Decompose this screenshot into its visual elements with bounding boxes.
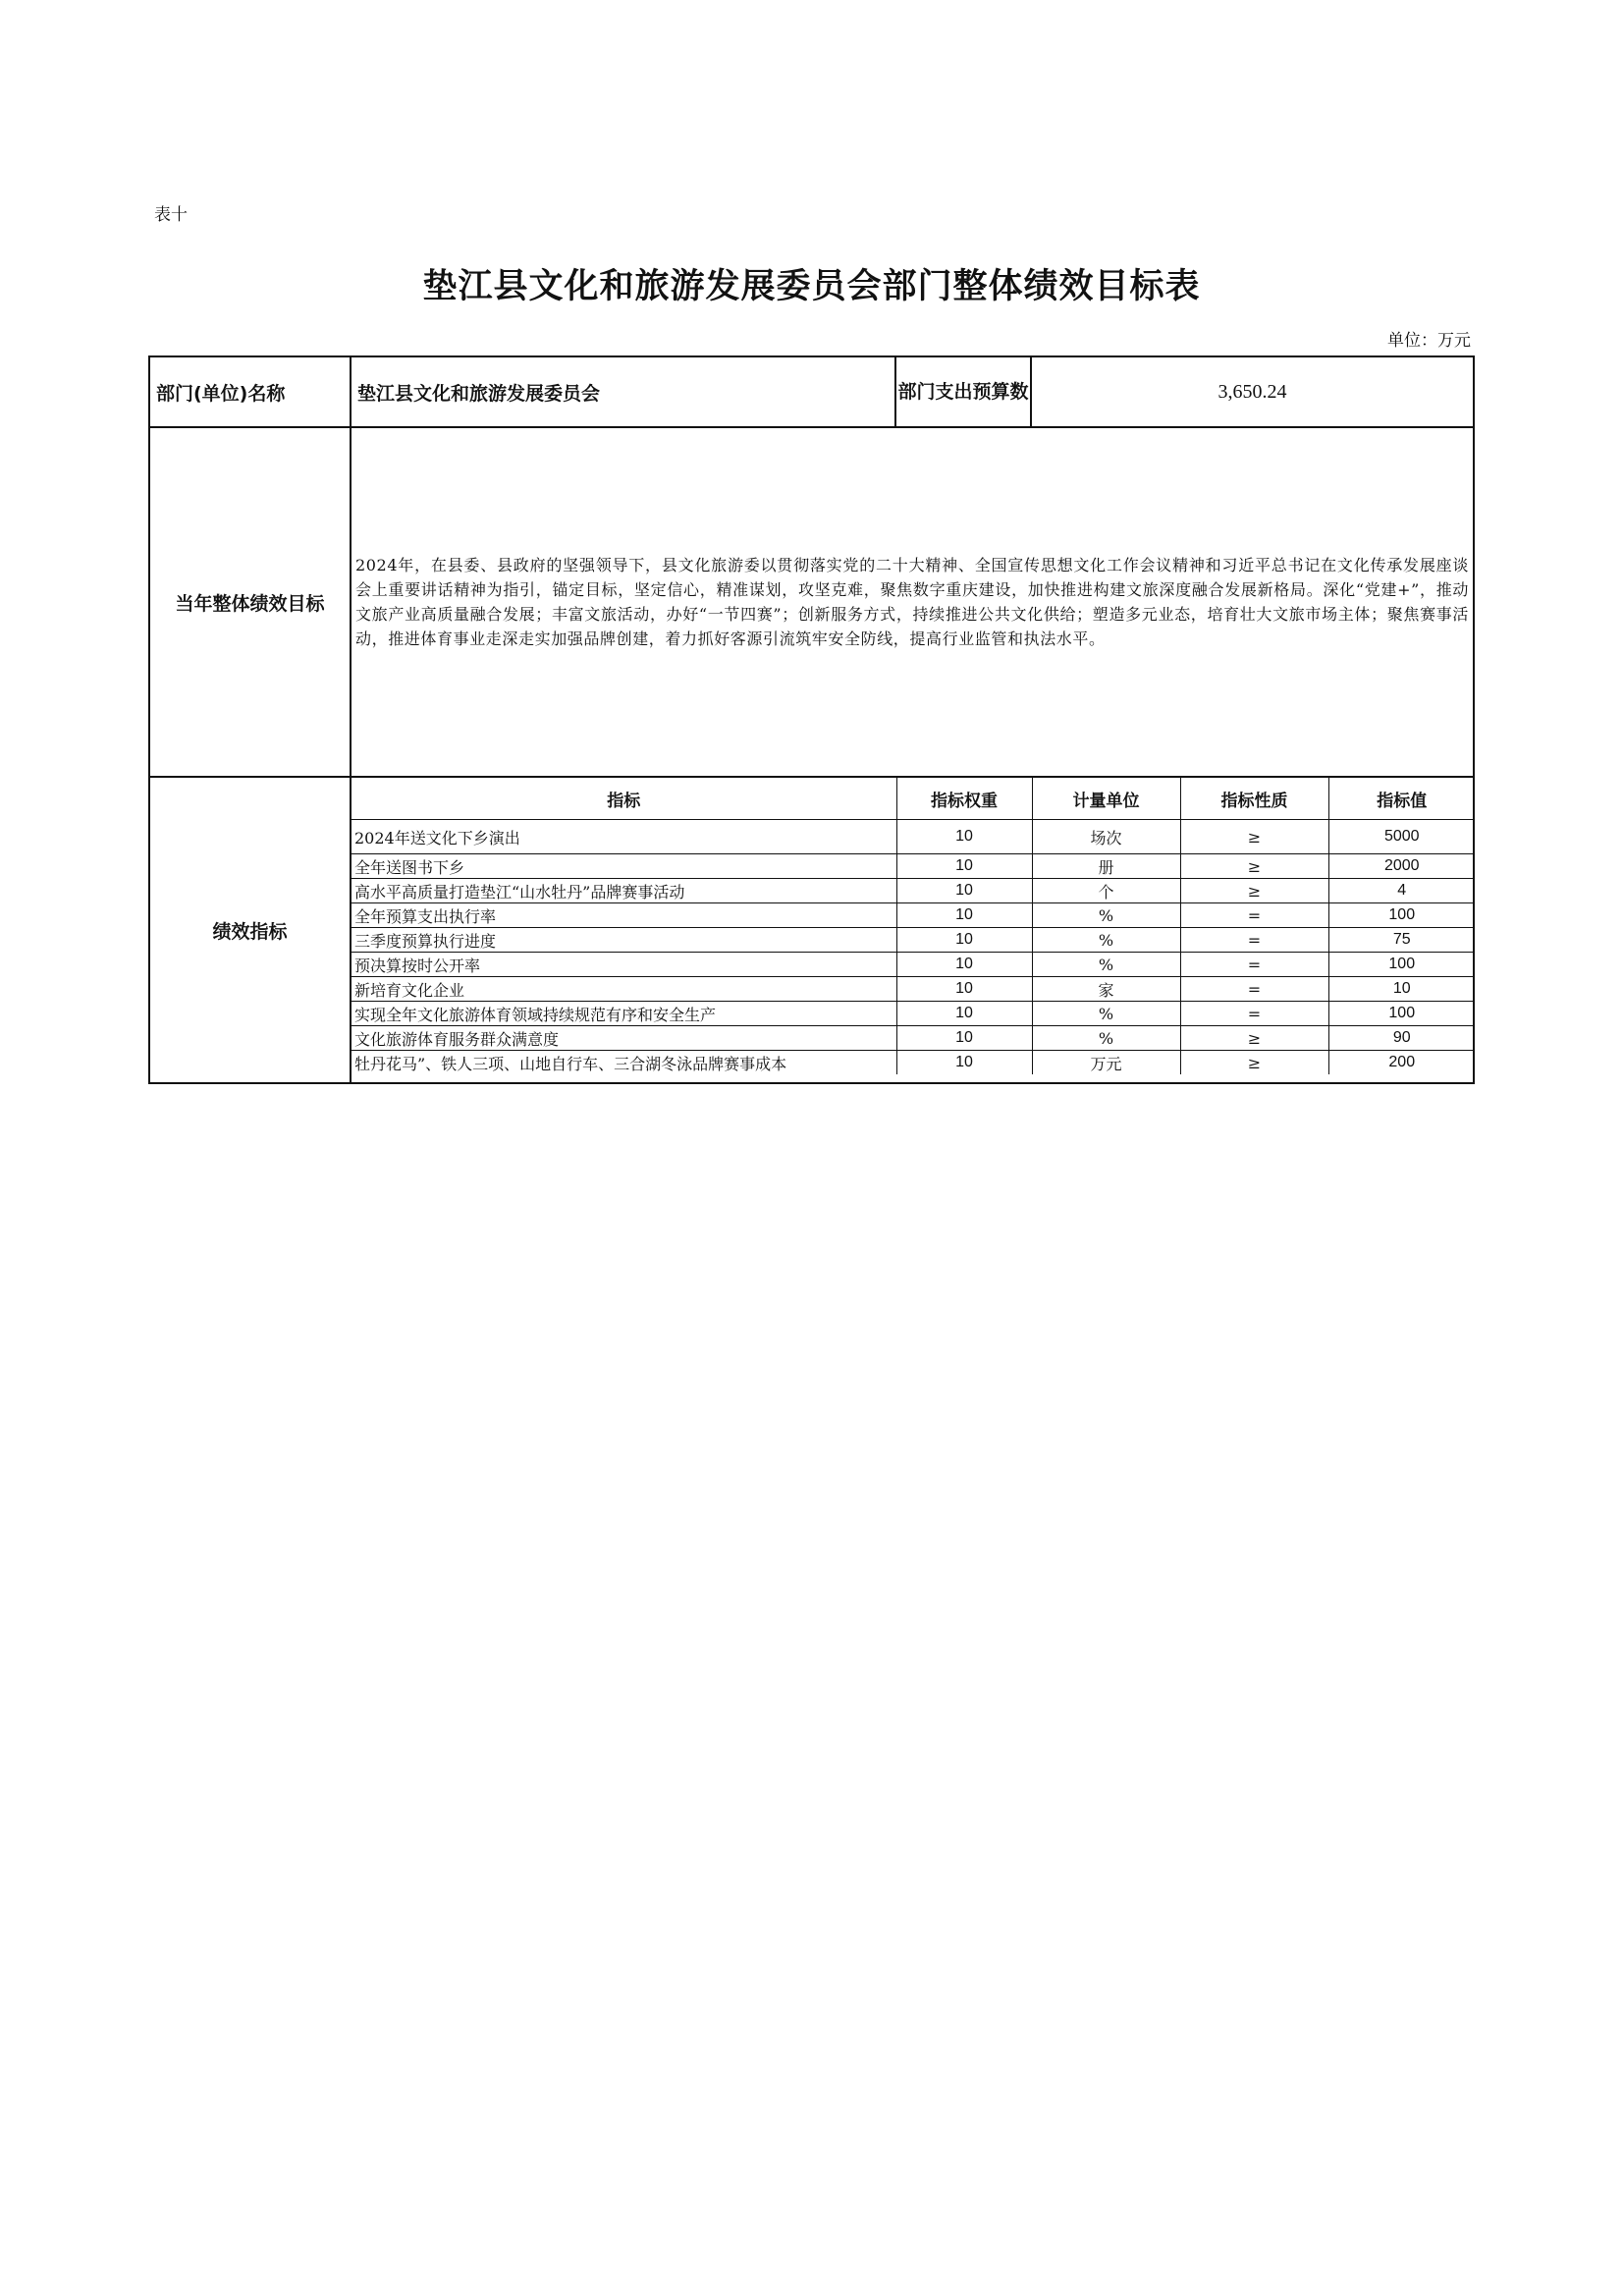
indicator-weight: 10	[896, 879, 1032, 903]
indicator-unit: 万元	[1032, 1051, 1180, 1075]
indicator-name: 新培育文化企业	[352, 977, 896, 1002]
indicator-row	[352, 1002, 1475, 1026]
indicator-unit: %	[1032, 1002, 1180, 1026]
indicator-nature: =	[1180, 928, 1328, 953]
budget-label: 部门支出预算数	[895, 356, 1031, 427]
indicator-header-row	[352, 778, 1475, 820]
indicator-row	[352, 977, 1475, 1002]
indicator-value: 200	[1328, 1051, 1475, 1075]
indicator-weight: 10	[896, 1002, 1032, 1026]
indicator-nature: ≥	[1180, 820, 1328, 854]
indicator-value: 100	[1328, 903, 1475, 928]
col-header-indicator: 指标	[352, 778, 896, 820]
performance-row	[149, 777, 1474, 1083]
indicator-value: 75	[1328, 928, 1475, 953]
indicator-nature: =	[1180, 903, 1328, 928]
indicator-weight: 10	[896, 854, 1032, 879]
indicator-name: 高水平高质量打造垫江“山水牡丹”品牌赛事活动	[352, 879, 896, 903]
goal-label: 当年整体绩效目标	[149, 427, 351, 777]
indicator-row	[352, 820, 1475, 854]
unit-note: 单位：万元	[1387, 331, 1471, 351]
indicator-weight: 10	[896, 820, 1032, 854]
col-header-nature: 指标性质	[1180, 778, 1328, 820]
indicator-cell	[351, 777, 1474, 1083]
table-number: 表十	[154, 205, 188, 225]
col-header-weight: 指标权重	[896, 778, 1032, 820]
indicator-value: 5000	[1328, 820, 1475, 854]
indicator-unit: 册	[1032, 854, 1180, 879]
indicator-nature: =	[1180, 1002, 1328, 1026]
col-header-value: 指标值	[1328, 778, 1475, 820]
indicator-unit: %	[1032, 928, 1180, 953]
performance-goal-table	[148, 355, 1475, 1084]
dept-label: 部门(单位)名称	[149, 356, 351, 427]
indicator-name: 文化旅游体育服务群众满意度	[352, 1026, 896, 1051]
indicator-unit: %	[1032, 953, 1180, 977]
indicator-name: 2024年送文化下乡演出	[352, 820, 896, 854]
indicator-row	[352, 1026, 1475, 1051]
department-row	[149, 356, 1474, 427]
indicator-name: 三季度预算执行进度	[352, 928, 896, 953]
indicator-value: 4	[1328, 879, 1475, 903]
indicator-weight: 10	[896, 903, 1032, 928]
indicator-row	[352, 1051, 1475, 1075]
indicator-nature: ≥	[1180, 1051, 1328, 1075]
goal-cell	[351, 427, 1474, 777]
page-title: 垫江县文化和旅游发展委员会部门整体绩效目标表	[422, 266, 1201, 306]
performance-label: 绩效指标	[149, 777, 351, 1083]
indicator-unit: %	[1032, 903, 1180, 928]
indicator-weight: 10	[896, 1051, 1032, 1075]
col-header-unit: 计量单位	[1032, 778, 1180, 820]
indicator-name: 预决算按时公开率	[352, 953, 896, 977]
indicator-name: 全年送图书下乡	[352, 854, 896, 879]
indicator-nature: ≥	[1180, 1026, 1328, 1051]
indicator-name: 牡丹花马”、铁人三项、山地自行车、三合湖冬泳品牌赛事成本	[352, 1051, 896, 1075]
indicator-value: 2000	[1328, 854, 1475, 879]
indicator-name: 全年预算支出执行率	[352, 903, 896, 928]
dept-name: 垫江县文化和旅游发展委员会	[351, 356, 895, 427]
indicator-weight: 10	[896, 1026, 1032, 1051]
indicator-nature: ≥	[1180, 879, 1328, 903]
indicator-weight: 10	[896, 977, 1032, 1002]
indicator-unit: %	[1032, 1026, 1180, 1051]
indicator-row	[352, 903, 1475, 928]
indicator-row	[352, 879, 1475, 903]
indicator-unit: 家	[1032, 977, 1180, 1002]
indicator-value: 10	[1328, 977, 1475, 1002]
indicator-value: 100	[1328, 953, 1475, 977]
indicator-value: 100	[1328, 1002, 1475, 1026]
indicator-weight: 10	[896, 953, 1032, 977]
indicator-row	[352, 854, 1475, 879]
indicator-row	[352, 928, 1475, 953]
indicator-nature: ≥	[1180, 854, 1328, 879]
indicator-nature: =	[1180, 953, 1328, 977]
indicator-nature: =	[1180, 977, 1328, 1002]
indicator-row	[352, 953, 1475, 977]
goal-text: 2024年，在县委、县政府的坚强领导下，县文化旅游委以贯彻落实党的二十大精神、全国宣传思想文化工作会议精神和习近平总书记在文化传承发展座谈会上重要讲话精神为指引，锚定目标，坚定信心，精准谋划，攻坚克难，聚焦数字重庆建设，加快推进构建文旅深度融合发展新格局。深化“党建+”，推动文旅产业高质量融合发展；丰富文旅活动，办好“一节四赛”；创新服务方式，持续推进公共文化供给；塑造多元业态，培育壮大文旅市场主体；聚焦赛事活动，推进体育事业走深走实加强品牌创建，着力抓好客源引流筑牢安全防线，提高行业监管和执法水平。	[355, 556, 1469, 648]
indicator-value: 90	[1328, 1026, 1475, 1051]
goal-row	[149, 427, 1474, 777]
budget-value: 3,650.24	[1031, 356, 1474, 427]
indicator-unit: 场次	[1032, 820, 1180, 854]
indicator-table	[352, 778, 1475, 1074]
indicator-weight: 10	[896, 928, 1032, 953]
indicator-unit: 个	[1032, 879, 1180, 903]
indicator-name: 实现全年文化旅游体育领域持续规范有序和安全生产	[352, 1002, 896, 1026]
